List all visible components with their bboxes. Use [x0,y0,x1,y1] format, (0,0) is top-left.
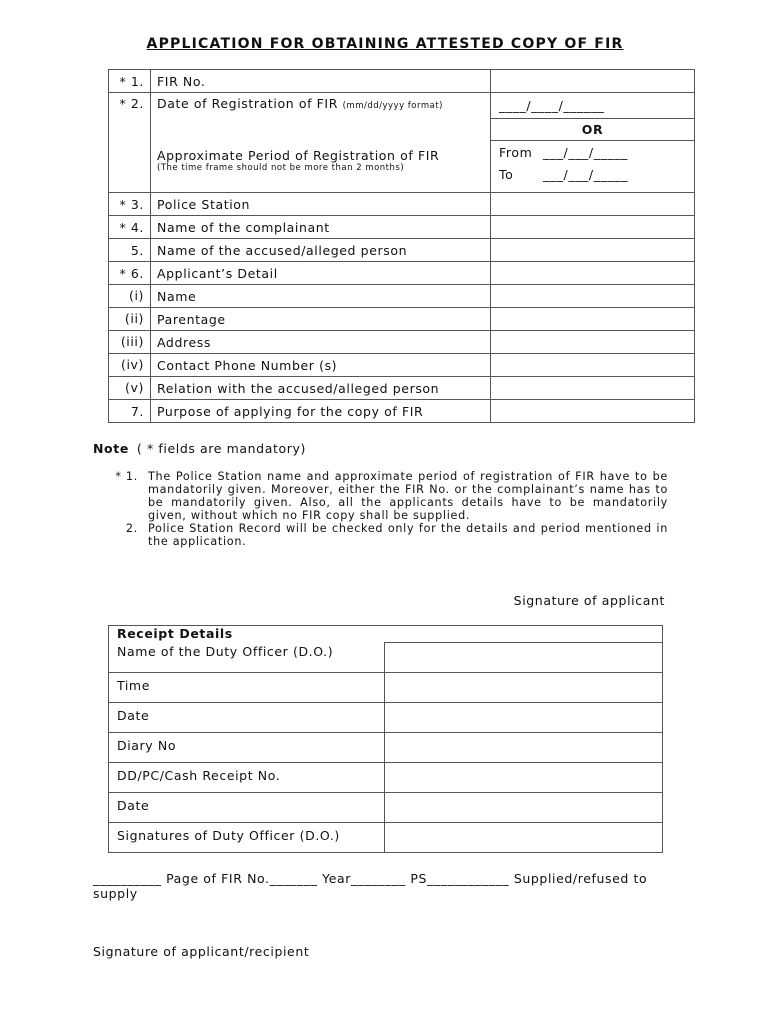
from-date-input[interactable]: ___/___/_____ [543,145,628,160]
row-relation [109,377,695,400]
supply-line: __________ Page of FIR No._______ Year________ PS____________ Supplied/refused to supply [93,871,648,901]
note-list [108,470,668,548]
registration-date-input[interactable]: ____/____/______ [491,93,695,119]
from-label: From [499,145,533,160]
fir-no-input[interactable] [491,70,695,93]
field-label-parentage: Parentage [151,308,491,331]
purpose-input[interactable] [491,400,695,423]
field-number: (iv) [109,354,151,377]
diary-no-input[interactable] [385,733,663,763]
do-signature-input[interactable] [385,823,663,853]
signature-applicant: Signature of applicant [513,593,665,608]
receipt-label-date: Date [109,703,385,733]
signature-recipient: Signature of applicant/recipient [93,944,310,959]
receipt-label-time: Time [109,673,385,703]
field-label-registration-date: Date of Registration of FIR (mm/dd/yyyy format) [151,93,491,119]
field-label-fir-no: FIR No. [151,70,491,93]
date-input[interactable] [385,703,663,733]
row-fir-no [109,70,695,93]
note-item: 2. Police Station Record will be checked only for the details and period mentioned in the application. [125,522,668,548]
complainant-input[interactable] [491,216,695,239]
receipt-label-duty-officer: Name of the Duty Officer (D.O.) [109,643,385,673]
row-parentage [109,308,695,331]
field-label-complainant: Name of the complainant [151,216,491,239]
field-number: * 3. [109,193,151,216]
row-purpose [109,400,695,423]
field-label-applicant-detail: Applicant’s Detail [151,262,491,285]
contact-phone-input[interactable] [491,354,695,377]
field-number: (iii) [109,331,151,354]
row-applicant-detail [109,262,695,285]
field-label-contact-phone: Contact Phone Number (s) [151,354,491,377]
row-accused [109,239,695,262]
police-station-input[interactable] [491,193,695,216]
field-label-address: Address [151,331,491,354]
receipt-label-receipt-no: DD/PC/Cash Receipt No. [109,763,385,793]
field-label-relation: Relation with the accused/alleged person [151,377,491,400]
field-number: (ii) [109,308,151,331]
time-input[interactable] [385,673,663,703]
address-input[interactable] [491,331,695,354]
receipt-label-do-signature: Signatures of Duty Officer (D.O.) [109,823,385,853]
applicant-detail-input[interactable] [491,262,695,285]
row-complainant [109,216,695,239]
field-number: * 4. [109,216,151,239]
parentage-input[interactable] [491,308,695,331]
row-or [109,119,695,141]
row-registration-date [109,93,695,119]
row-applicant-name [109,285,695,308]
field-number: 5. [109,239,151,262]
field-number: * 6. [109,262,151,285]
row-contact-phone [109,354,695,377]
form-title: APPLICATION FOR OBTAINING ATTESTED COPY OF FIR [146,36,624,52]
relation-input[interactable] [491,377,695,400]
receipt-table [108,625,663,853]
row-approx-period [109,141,695,193]
field-number: * 2. [109,93,151,119]
field-label-accused: Name of the accused/alleged person [151,239,491,262]
note-item: * 1. The Police Station name and approximate period of registration of FIR have to be mandatorily given. Moreover, either the FIR No. or the complainant’s name has to be mandatorily given. Also, all the applicants details have to be mandatorily given, without which no FIR copy shall be supplied. [115,470,668,522]
field-number: (i) [109,285,151,308]
field-label-purpose: Purpose of applying for the copy of FIR [151,400,491,423]
field-label-approx-period: Approximate Period of Registration of FIR (The time frame should not be more than 2 months) [151,141,491,193]
receipt-label-date-2: Date [109,793,385,823]
approx-period-inputs[interactable] [491,141,695,193]
receipt-heading: Receipt Details [109,626,663,643]
field-number: 7. [109,400,151,423]
field-label-name: Name [151,285,491,308]
to-date-input[interactable]: ___/___/_____ [543,167,628,182]
row-address [109,331,695,354]
application-table [108,69,695,423]
field-number: (v) [109,377,151,400]
date-2-input[interactable] [385,793,663,823]
row-police-station [109,193,695,216]
note-heading: Note ( * fields are mandatory) [93,441,306,456]
to-label: To [499,167,514,182]
name-input[interactable] [491,285,695,308]
receipt-no-input[interactable] [385,763,663,793]
accused-input[interactable] [491,239,695,262]
or-label: OR [491,119,695,141]
receipt-label-diary-no: Diary No [109,733,385,763]
field-number: * 1. [109,70,151,93]
duty-officer-input[interactable] [385,643,663,673]
field-label-police-station: Police Station [151,193,491,216]
